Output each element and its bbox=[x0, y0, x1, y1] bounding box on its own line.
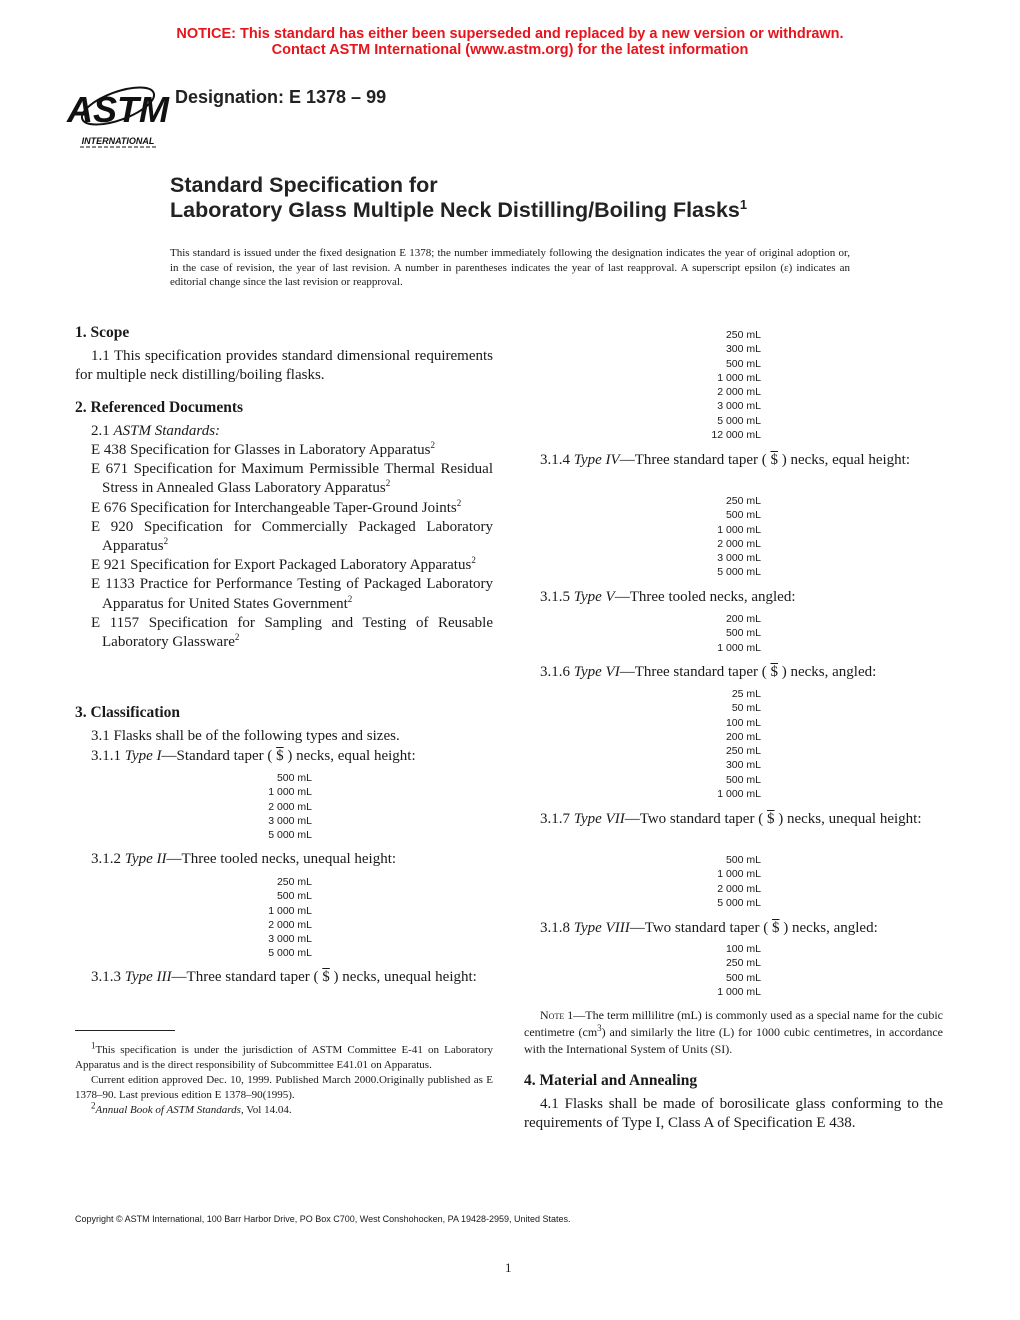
type-number: 3.1.2 bbox=[91, 851, 125, 867]
flask-size: 12 000 mL bbox=[711, 429, 761, 442]
reference-item bbox=[75, 499, 493, 518]
flask-size: 500 mL bbox=[276, 772, 312, 784]
footnote-ref: 2 bbox=[456, 497, 462, 508]
type-number: 3.1.5 bbox=[540, 589, 574, 605]
type-description: —Two standard taper ( bbox=[629, 920, 772, 936]
notice-line-2: Contact ASTM International (www.astm.org) for the latest information bbox=[271, 41, 749, 58]
type-3-sizes bbox=[681, 328, 761, 442]
footnotes bbox=[75, 1040, 493, 1118]
type-name: Type VIII bbox=[573, 920, 630, 936]
svg-text:ASTM: ASTM bbox=[67, 89, 169, 130]
flask-size: 1 000 mL bbox=[717, 788, 761, 801]
flask-size: 500 mL bbox=[725, 357, 761, 370]
footnote-divider bbox=[75, 1030, 175, 1031]
flask-size: 5 000 mL bbox=[717, 414, 761, 427]
flask-size: 1 000 mL bbox=[268, 786, 312, 799]
flask-size: 250 mL bbox=[725, 745, 761, 758]
flask-size: 2 000 mL bbox=[717, 386, 761, 399]
type-2-paragraph bbox=[75, 850, 493, 869]
reference-title: Specification for Interchangeable Taper-Ground Joints bbox=[130, 499, 457, 516]
type-5-paragraph bbox=[524, 588, 943, 607]
flask-size: 3 000 mL bbox=[268, 933, 312, 946]
copyright: Copyright © ASTM International, 100 Barr Harbor Drive, PO Box C700, West Conshohocken, PA 19428-2959, United States. bbox=[75, 1214, 571, 1224]
reference-code: E 1157 bbox=[91, 614, 149, 631]
type-4-paragraph bbox=[524, 451, 943, 470]
note-1: Note 1—The term millilitre (mL) is commonly used as a special name for the cubic centimetre $(cm^3)$ and similarly the litre (L) for 1000 cubic centimetres, in accordance with the International System of Units (SI). bbox=[524, 1008, 943, 1056]
reference-item bbox=[75, 575, 493, 613]
section-3-heading: 3. Classification bbox=[75, 704, 181, 721]
flask-size: 250 mL bbox=[725, 957, 761, 970]
flask-size: 5 000 mL bbox=[268, 947, 312, 960]
type-name: Type IV bbox=[573, 452, 620, 468]
type-2-sizes bbox=[232, 875, 312, 961]
withdrawn-notice bbox=[0, 27, 1020, 58]
page-number: 1 bbox=[505, 1260, 512, 1275]
section-1-heading: 1. Scope bbox=[75, 324, 130, 341]
type-8-paragraph bbox=[524, 919, 943, 938]
type-number: 3.1.8 bbox=[540, 920, 574, 936]
flask-size: 500 mL bbox=[276, 890, 312, 903]
type-7-paragraph bbox=[524, 810, 943, 829]
reference-code: E 676 bbox=[91, 499, 131, 516]
reference-code: E 920 bbox=[91, 518, 144, 535]
section-2-1: 2.1 ASTM Standards: bbox=[91, 423, 221, 439]
footnote-ref: 2 bbox=[471, 555, 476, 566]
type-name: Type V bbox=[573, 589, 615, 605]
astm-logo bbox=[67, 72, 169, 148]
type-3-paragraph bbox=[75, 968, 493, 987]
reference-code: E 671 bbox=[91, 461, 134, 478]
type-name: Type I bbox=[124, 748, 162, 764]
reference-title: Specification for Export Packaged Laboratory Apparatus bbox=[130, 557, 472, 574]
designation: Designation: E 1378 – 99 bbox=[175, 87, 387, 107]
document-title bbox=[170, 173, 747, 223]
section-4-heading: 4. Material and Annealing bbox=[524, 1072, 698, 1089]
flask-size: 5 000 mL bbox=[717, 566, 761, 579]
type-4-sizes bbox=[681, 494, 761, 580]
reference-code: E 921 bbox=[91, 557, 131, 574]
referenced-documents-list bbox=[75, 441, 493, 652]
flask-size: 300 mL bbox=[725, 759, 761, 772]
type-1-paragraph bbox=[75, 747, 493, 766]
type-description-end: ) necks, unequal height: bbox=[329, 969, 477, 985]
footnote-ref: 2 bbox=[234, 632, 240, 643]
type-description: —Three standard taper ( bbox=[619, 452, 771, 468]
flask-size: 2 000 mL bbox=[717, 882, 761, 895]
flask-size: 3 000 mL bbox=[717, 552, 761, 565]
flask-size: 25 mL bbox=[731, 688, 761, 700]
reference-code: E 438 bbox=[91, 442, 131, 458]
flask-size: 250 mL bbox=[276, 876, 312, 888]
reference-item bbox=[75, 614, 493, 652]
type-description-end: ) necks, equal height: bbox=[777, 452, 911, 468]
title-line-1: Standard Specification for bbox=[170, 173, 438, 197]
type-number: 3.1.7 bbox=[540, 811, 574, 827]
type-description-end: ) necks, angled: bbox=[779, 920, 878, 936]
type-name: Type VI bbox=[573, 664, 620, 680]
reference-item bbox=[75, 460, 493, 498]
reference-title: Specification for Sampling and Testing of Reusable Laboratory Glassware bbox=[102, 614, 493, 651]
type-name: Type II bbox=[124, 851, 167, 867]
flask-size: 5 000 mL bbox=[268, 829, 312, 842]
reference-item bbox=[75, 518, 493, 556]
taper-symbol: $ bbox=[276, 748, 284, 764]
taper-symbol: $ bbox=[766, 811, 775, 827]
taper-symbol: $ bbox=[322, 969, 330, 985]
flask-size: 1 000 mL bbox=[717, 371, 761, 384]
type-6-sizes bbox=[681, 687, 761, 801]
type-description: —Three standard taper ( bbox=[171, 969, 323, 985]
flask-size: 5 000 mL bbox=[717, 896, 761, 909]
type-description: —Three standard taper ( bbox=[619, 664, 771, 680]
flask-size: 500 mL bbox=[725, 627, 761, 640]
flask-size: 3 000 mL bbox=[717, 400, 761, 413]
reference-code: E 1133 bbox=[91, 576, 140, 593]
svg-text:INTERNATIONAL: INTERNATIONAL bbox=[81, 136, 155, 146]
flask-size: 500 mL bbox=[725, 854, 761, 866]
type-description-end: ) necks, equal height: bbox=[283, 748, 416, 764]
type-5-sizes bbox=[681, 612, 761, 655]
flask-size: 100 mL bbox=[725, 716, 761, 729]
title-line-2: Laboratory Glass Multiple Neck Distilling/Boiling Flasks$^1$ bbox=[170, 197, 748, 222]
flask-size: 500 mL bbox=[725, 773, 761, 786]
flask-size: 2 000 mL bbox=[268, 918, 312, 931]
flask-size: 200 mL bbox=[725, 613, 761, 625]
flask-size: 50 mL bbox=[731, 702, 761, 715]
reference-title: Specification for Commercially Packaged Laboratory Apparatus bbox=[102, 518, 493, 555]
reference-title: Specification for Glasses in Laboratory Apparatus bbox=[130, 442, 431, 458]
reference-item bbox=[75, 441, 493, 460]
flask-size: 1 000 mL bbox=[268, 904, 312, 917]
flask-size: 500 mL bbox=[725, 971, 761, 984]
type-name: Type VII bbox=[573, 811, 625, 827]
flask-size: 1 000 mL bbox=[717, 985, 761, 998]
flask-size: 200 mL bbox=[725, 730, 761, 743]
type-description-end: ) necks, angled: bbox=[777, 664, 877, 680]
type-6-paragraph bbox=[524, 663, 943, 682]
footnote-1: $^1$This specification is under the jurisdiction of ASTM Committee E-41 on Laboratory Apparatus and is the direct responsibility of Subcommittee E41.01 on Apparatus. bbox=[75, 1040, 493, 1071]
flask-size: 300 mL bbox=[725, 343, 761, 356]
reference-item bbox=[75, 556, 493, 575]
taper-symbol: $ bbox=[770, 452, 778, 468]
taper-symbol: $ bbox=[771, 920, 780, 936]
footnote-ref: 2 bbox=[385, 478, 391, 489]
flask-size: 3 000 mL bbox=[268, 814, 312, 827]
flask-size: 1 000 mL bbox=[717, 523, 761, 536]
section-3-1: 3.1 Flasks shall be of the following types and sizes. bbox=[91, 728, 400, 744]
type-number: 3.1.6 bbox=[540, 664, 574, 680]
type-1-sizes bbox=[232, 771, 312, 842]
footnote-ref: 2 bbox=[163, 536, 169, 547]
type-description: —Three tooled necks, unequal height: bbox=[166, 851, 397, 867]
footnote-ref: 2 bbox=[347, 593, 353, 604]
type-number: 3.1.1 bbox=[91, 748, 125, 764]
type-7-sizes bbox=[681, 853, 761, 910]
taper-symbol: $ bbox=[770, 664, 778, 680]
reference-title: Specification for Maximum Permissible Thermal Residual Stress in Annealed Glass Laboratory Apparatus bbox=[102, 461, 493, 497]
section-1-1: 1.1 This specification provides standard dimensional requirements for multiple neck distilling/boiling flasks. bbox=[75, 348, 493, 384]
type-name: Type III bbox=[124, 969, 172, 985]
type-description: —Standard taper ( bbox=[161, 748, 277, 764]
type-description: —Two standard taper ( bbox=[624, 811, 767, 827]
flask-size: 1 000 mL bbox=[717, 868, 761, 881]
flask-size: 250 mL bbox=[725, 329, 761, 341]
type-description: —Three tooled necks, angled: bbox=[614, 589, 796, 605]
section-4-1: 4.1 Flasks shall be made of borosilicate glass conforming to the requirements of Type I, Class A of Specification E 438. bbox=[524, 1096, 943, 1132]
footnote-ref: 2 bbox=[430, 440, 436, 450]
flask-size: 2 000 mL bbox=[268, 800, 312, 813]
flask-size: 100 mL bbox=[725, 943, 761, 955]
type-8-sizes bbox=[681, 942, 761, 999]
section-2-heading: 2. Referenced Documents bbox=[75, 399, 244, 416]
type-number: 3.1.4 bbox=[540, 452, 574, 468]
type-number: 3.1.3 bbox=[91, 969, 125, 985]
notice-line-1: NOTICE: This standard has either been superseded and replaced by a new version or withdrawn. bbox=[176, 26, 844, 42]
footnote-1-edition: Current edition approved Dec. 10, 1999. Published March 2000.Originally published as E 1378–90. Last previous edition E 1378–90(1995). bbox=[75, 1074, 493, 1101]
flask-size: 2 000 mL bbox=[717, 537, 761, 550]
flask-size: 1 000 mL bbox=[717, 641, 761, 654]
issuance-statement: This standard is issued under the fixed designation E 1378; the number immediately following the designation indicates the year of original adoption or, in the case of revision, the year of last revision. A number in parentheses indicates the year of last reapproval. A superscript epsilon (ε) indicates an editorial change since the last revision or reapproval. bbox=[170, 247, 850, 289]
footnote-2: $^2$Annual Book of ASTM Standards, Vol 14.04. bbox=[91, 1100, 292, 1116]
flask-size: 250 mL bbox=[725, 495, 761, 507]
type-description-end: ) necks, unequal height: bbox=[774, 811, 922, 827]
reference-title: Practice for Performance Testing of Packaged Laboratory Apparatus for United States Government bbox=[102, 576, 493, 612]
flask-size: 500 mL bbox=[725, 509, 761, 522]
